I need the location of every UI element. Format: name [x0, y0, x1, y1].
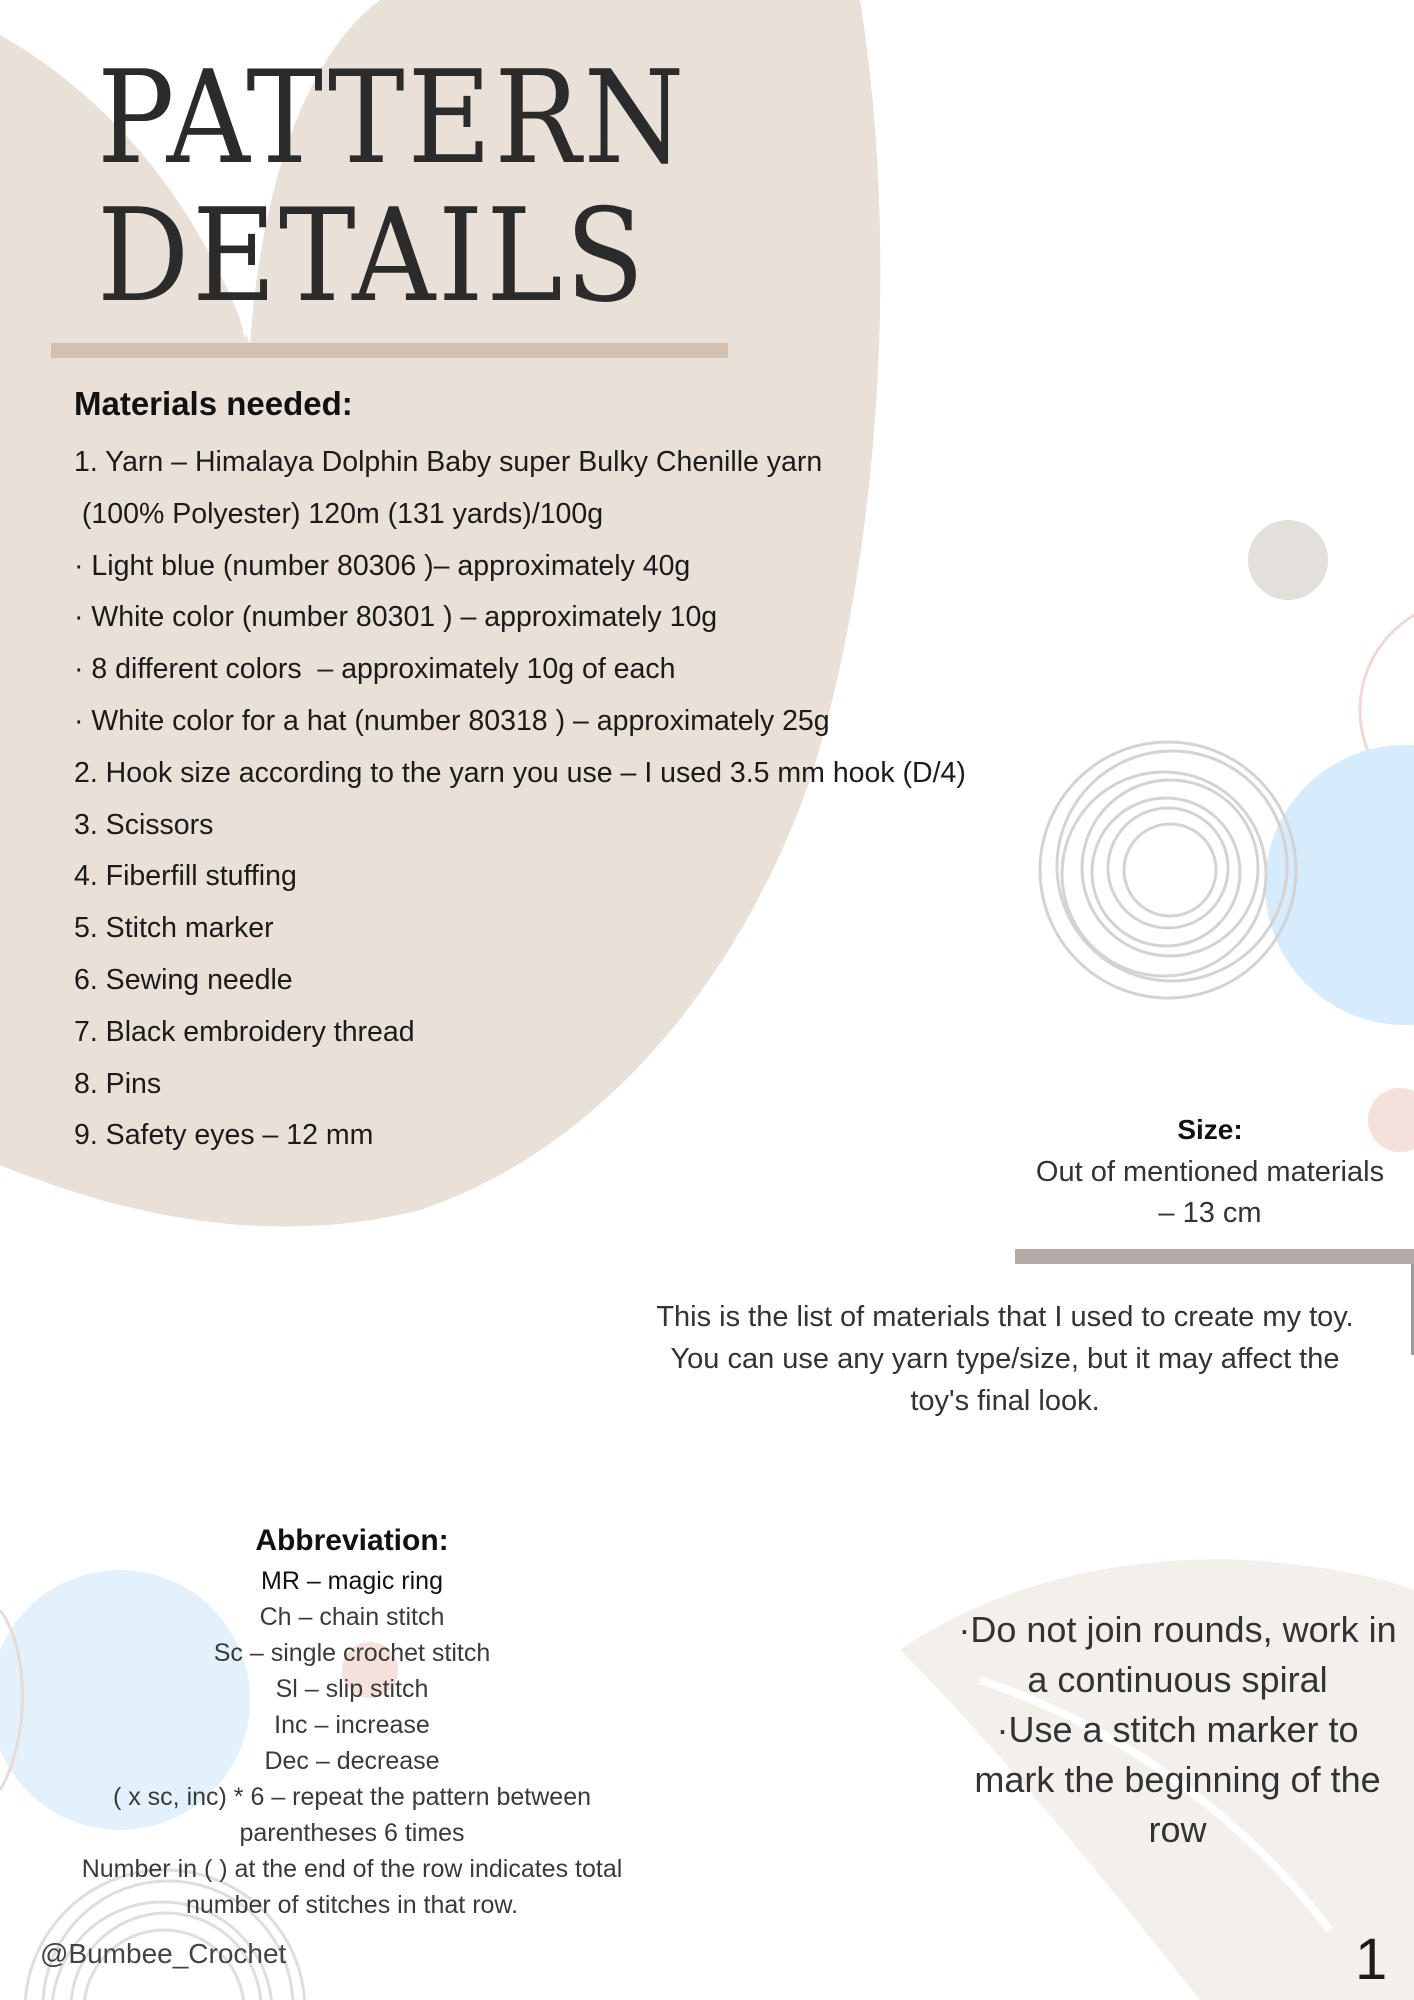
- abbreviation-heading: Abbreviation:: [255, 1524, 449, 1557]
- materials-item: 5. Stitch marker: [74, 912, 274, 945]
- abbreviation-item: number of stitches in that row.: [185, 1891, 519, 1919]
- materials-item: 9. Safety eyes – 12 mm: [74, 1119, 374, 1152]
- title-line-2: DETAILS: [97, 182, 648, 331]
- materials-item: 7. Black embroidery thread: [74, 1015, 415, 1048]
- note-line-2: You can use any yarn type/size, but it may affect the: [670, 1343, 1340, 1375]
- tips-list: [940, 1605, 1414, 1855]
- tip-line: a continuous spiral: [1027, 1659, 1328, 1700]
- materials-item: 6. Sewing needle: [74, 963, 293, 996]
- abbreviation-item: ( x sc, inc) * 6 – repeat the pattern between: [112, 1783, 592, 1811]
- abbreviation-list: [52, 1563, 652, 1923]
- abbreviation-item: Ch – chain stitch: [259, 1603, 445, 1631]
- materials-item: 2. Hook size according to the yarn you use – I used 3.5 mm hook (D/4): [74, 756, 966, 789]
- page-title: [97, 44, 688, 331]
- size-heading: Size:: [1177, 1114, 1243, 1145]
- author-handle: @Bumbee_Crochet: [40, 1938, 287, 1969]
- materials-item: · White color (number 80301 ) – approximately 10g: [74, 601, 718, 634]
- abbreviation-item: Inc – increase: [274, 1711, 430, 1739]
- materials-list: [74, 437, 966, 1162]
- concentric-circles: [1040, 742, 1296, 998]
- abbreviation-item: parentheses 6 times: [239, 1819, 465, 1847]
- materials-note: [620, 1296, 1390, 1422]
- materials-item: (100% Polyester) 120m (131 yards)/100g: [74, 497, 604, 530]
- materials-item: · White color for a hat (number 80318 ) – approximately 25g: [74, 704, 830, 737]
- tip-line: ·Do not join rounds, work in: [958, 1609, 1397, 1650]
- materials-item: · 8 different colors – approximately 10g of each: [74, 653, 676, 686]
- materials-item: 3. Scissors: [74, 808, 214, 841]
- abbreviation-item: Sc – single crochet stitch: [213, 1639, 491, 1667]
- size-divider: [1015, 1249, 1414, 1264]
- materials-item: 4. Fiberfill stuffing: [74, 860, 297, 893]
- abbreviation-item: Number in ( ) at the end of the row indicates total: [81, 1855, 623, 1883]
- note-line-3: toy's final look.: [910, 1385, 1100, 1417]
- page-number: 1: [1355, 1927, 1388, 1992]
- size-line-1: Out of mentioned materials: [1035, 1156, 1385, 1188]
- tip-line: mark the beginning of the: [974, 1759, 1381, 1800]
- materials-heading: Materials needed:: [74, 385, 353, 422]
- abbreviation-item: Dec – decrease: [264, 1747, 440, 1775]
- blue-circle-right: [1265, 745, 1414, 1025]
- materials-item: 1. Yarn – Himalaya Dolphin Baby super Bulky Chenille yarn: [74, 446, 823, 478]
- size-section: [990, 1108, 1414, 1234]
- size-line-2: – 13 cm: [1158, 1197, 1262, 1229]
- abbreviation-item: MR – magic ring: [261, 1567, 443, 1595]
- tip-line: ·Use a stitch marker to: [996, 1709, 1359, 1750]
- materials-item: · Light blue (number 80306 )– approximately 40g: [74, 549, 691, 582]
- title-line-1: PATTERN: [97, 44, 688, 193]
- materials-item: 8. Pins: [74, 1067, 162, 1100]
- note-line-1: This is the list of materials that I used to create my toy.: [656, 1301, 1354, 1333]
- tip-line: row: [1148, 1809, 1207, 1850]
- title-divider: [51, 343, 728, 358]
- gray-dot: [1248, 520, 1328, 600]
- abbreviation-item: Sl – slip stitch: [275, 1675, 429, 1703]
